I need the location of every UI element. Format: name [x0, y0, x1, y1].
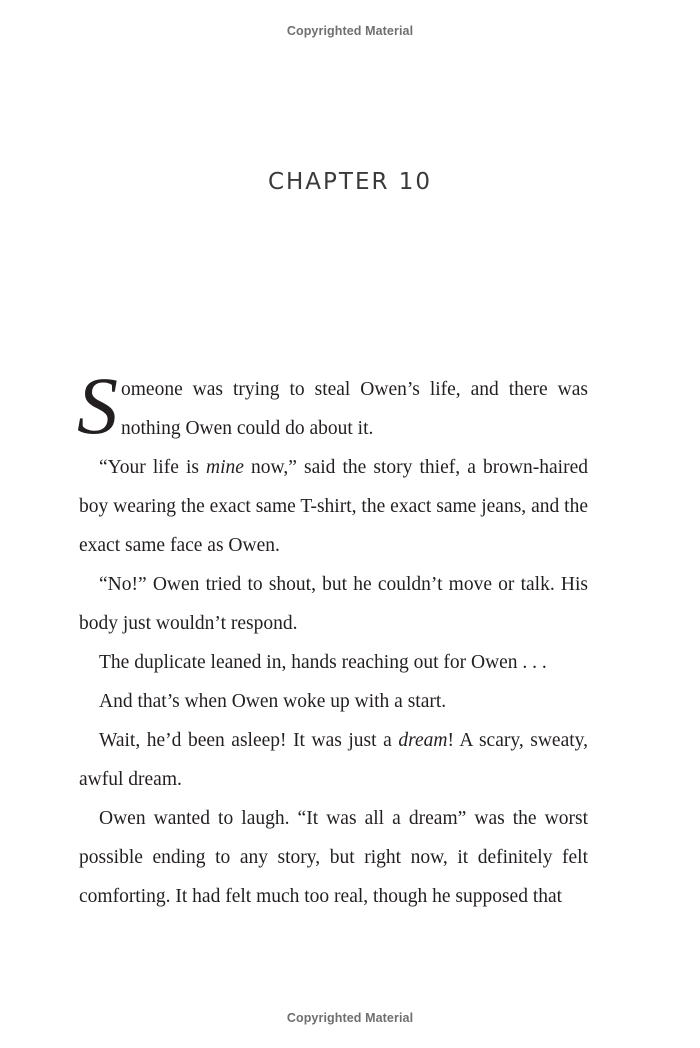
- paragraph-6-emphasis: dream: [398, 730, 448, 751]
- paragraph-6-text-after: ! A scary, sweaty, awful dream.: [79, 730, 589, 790]
- copyright-notice-bottom: Copyrighted Material: [286, 1011, 414, 1025]
- paragraph-4: The duplicate leaned in, hands reaching out for Owen . . .: [99, 652, 547, 673]
- paragraph-2-text-before: “Your life is: [99, 457, 207, 478]
- paragraph-5: And that’s when Owen woke up with a start.: [99, 691, 447, 712]
- drop-cap-letter: S: [77, 360, 118, 451]
- paragraph-2: [79, 448, 588, 565]
- paragraph-2-text-after: now,” said the story thief, a brown-haired boy wearing the exact same T-shirt, the exact same jeans, and the exact same face as Owen.: [79, 457, 588, 556]
- chapter-body: [77, 360, 589, 916]
- paragraph-1: [77, 360, 588, 451]
- paragraph-2-emphasis: mine: [206, 457, 244, 478]
- chapter-heading: CHAPTER 10: [267, 169, 433, 195]
- paragraph-1-text: omeone was trying to steal Owen’s life, and there was nothing Owen could do about it.: [121, 379, 588, 439]
- paragraph-6-text-before: Wait, he’d been asleep! It was just a: [99, 730, 399, 751]
- copyright-notice-top: Copyrighted Material: [286, 24, 414, 38]
- paragraph-6: [79, 721, 588, 799]
- paragraph-3: “No!” Owen tried to shout, but he couldn’t move or talk. His body just wouldn’t respond.: [79, 574, 588, 634]
- paragraph-7: Owen wanted to laugh. “It was all a dream” was the worst possible ending to any story, but right now, it definitely felt comforting. It had felt much too real, though he supposed that: [79, 808, 588, 907]
